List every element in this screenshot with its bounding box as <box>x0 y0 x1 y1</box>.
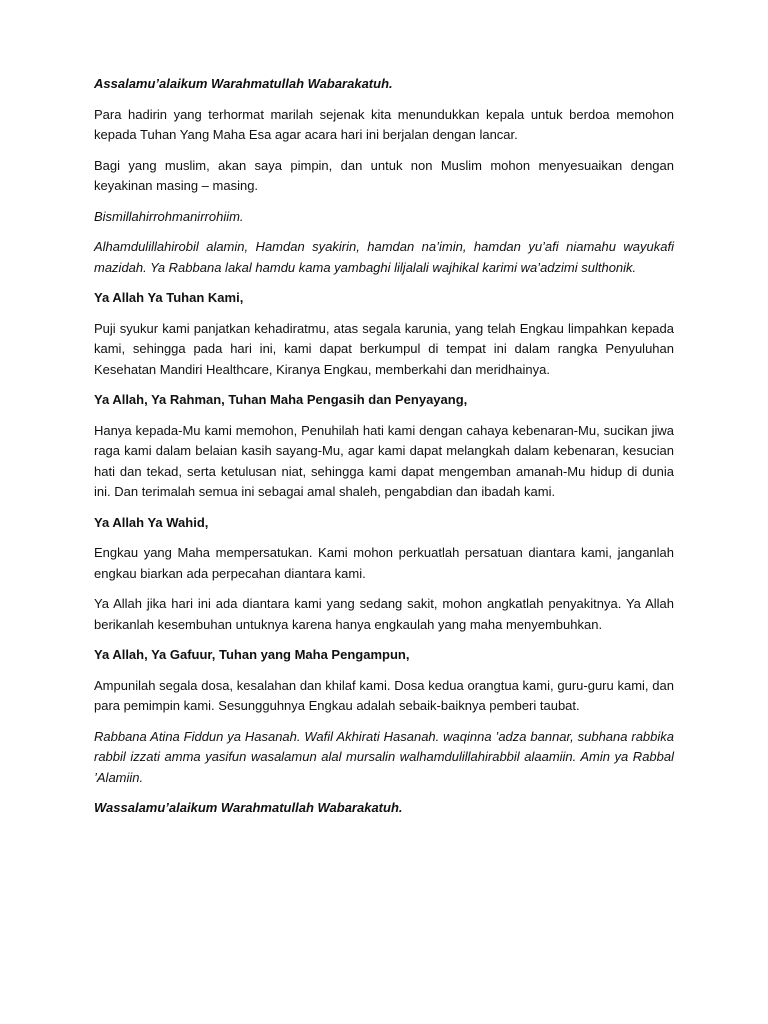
heading-ya-wahid: Ya Allah Ya Wahid, <box>94 514 209 530</box>
paragraph-muslim-note: Bagi yang muslim, akan saya pimpin, dan untuk non Muslim mohon menyesuaikan dengan keyakinan masing – masing. <box>94 157 674 193</box>
paragraph-hanya-kepadamu: Hanya kepada-Mu kami memohon, Penuhilah hati kami dengan cahaya kebenaran-Mu, sucikan jiwa raga kami dalam belaian kasih sayang-Mu, agar kami dapat melangkah dalam kebenaran, kesucian hati dan tekad, serta ketulusan niat, sehingga kami dapat mengemban amanah-Mu hidup di dunia ini. Dan terimalah semua ini sebagai amal shaleh, pengabdian dan ibadah kami. <box>94 422 674 499</box>
paragraph-persatuan: Engkau yang Maha mempersatukan. Kami mohon perkuatlah persatuan diantara kami, janganlah engkau biarkan ada perpecahan diantara kami. <box>94 545 674 581</box>
document-page <box>94 74 674 829</box>
paragraph-rabbana: Rabbana Atina Fiddun ya Hasanah. Wafil Akhirati Hasanah. waqinna ’adza bannar, subhana rabbika rabbil izzati amma yasifun wasalamun alal mursalin walhamdulillahirabbil alaamiin. Amin ya Rabbal ’Alamiin. <box>94 728 674 785</box>
paragraph-hamdalah: Alhamdulillahirobil alamin, Hamdan syakirin, hamdan na’imin, hamdan yu’afi niamahu wayukafi mazidah. Ya Rabbana lakal hamdu kama yambaghi liljalali wajhikal karimi wa’adzimi sulthonik. <box>94 239 674 275</box>
paragraph-ampunilah: Ampunilah segala dosa, kesalahan dan khilaf kami. Dosa kedua orangtua kami, guru-guru kami, dan para pemimpin kami. Sesungguhnya Engkau adalah sebaik-baiknya pemberi taubat. <box>94 677 674 713</box>
heading-ya-gafuur: Ya Allah, Ya Gafuur, Tuhan yang Maha Pengampun, <box>94 647 410 662</box>
paragraph-invitation: Para hadirin yang terhormat marilah sejenak kita menundukkan kepala untuk berdoa memohon kepada Tuhan Yang Maha Esa agar acara hari ini berjalan dengan lancar. <box>94 106 674 142</box>
paragraph-kesembuhan: Ya Allah jika hari ini ada diantara kami yang sedang sakit, mohon angkatlah penyakitnya. Ya Allah berikanlah kesembuhan untuknya karena hanya engkaulah yang maha menyembuhkan. <box>94 596 674 632</box>
paragraph-puji-syukur: Puji syukur kami panjatkan kehadiratmu, atas segala karunia, yang telah Engkau limpahkan kepada kami, sehingga pada hari ini, kami dapat berkumpul di tempat ini dalam rangka Penyuluhan Kesehatan Mandiri Healthcare, Kiranya Engkau, memberkahi dan meridhainya. <box>94 320 674 377</box>
greeting-opening: Assalamu’alaikum Warahmatullah Wabarakatuh. <box>94 76 393 91</box>
paragraph-bismillah: Bismillahirrohmanirrohiim. <box>94 208 244 224</box>
heading-ya-allah-tuhan-kami: Ya Allah Ya Tuhan Kami, <box>94 290 244 305</box>
greeting-closing: Wassalamu’alaikum Warahmatullah Wabarakatuh. <box>94 800 403 815</box>
heading-ya-rahman: Ya Allah, Ya Rahman, Tuhan Maha Pengasih dan Penyayang, <box>94 392 468 407</box>
